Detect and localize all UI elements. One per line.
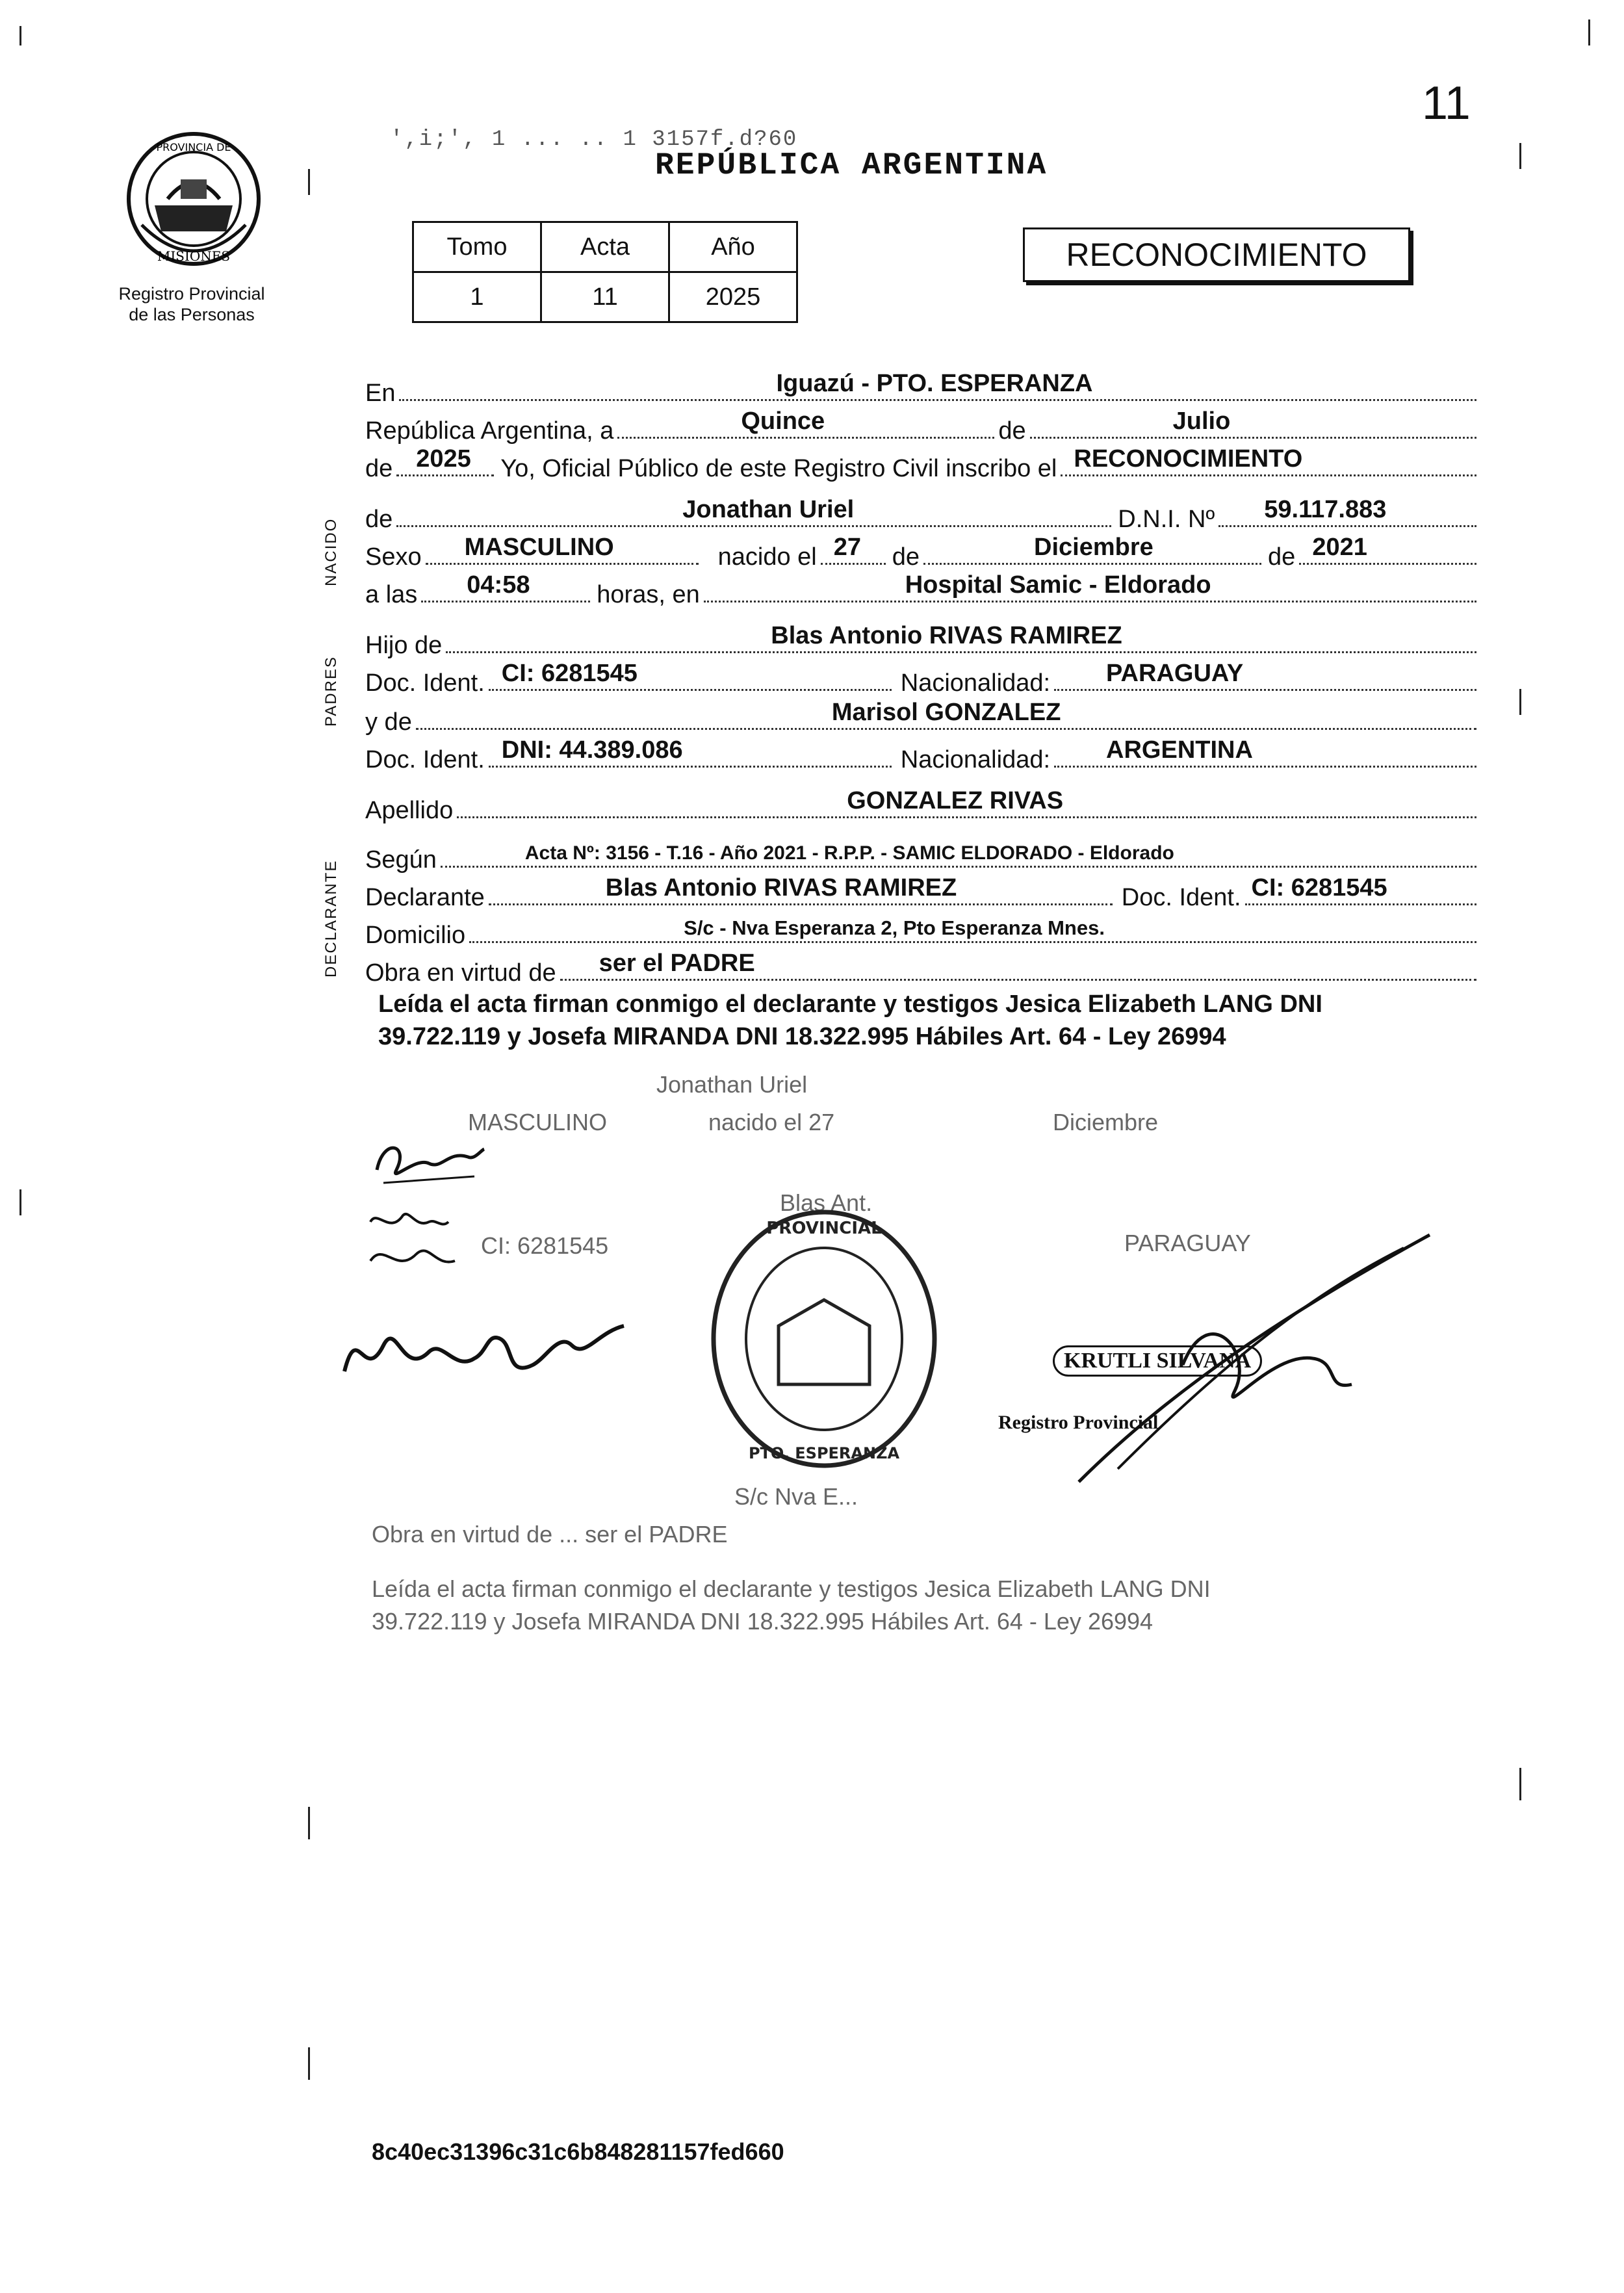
value-surname: GONZALEZ RIVAS — [847, 787, 1064, 814]
label-mother-doc: Doc. Ident. — [365, 746, 485, 773]
label-time: a las — [365, 581, 418, 608]
value-mother-name: Marisol GONZALEZ — [831, 699, 1061, 726]
side-label-born: NACIDO — [322, 517, 340, 586]
label-de: de — [998, 417, 1026, 445]
value-declarant-name: Blas Antonio RIVAS RAMIREZ — [605, 874, 957, 901]
signature-witness-1 — [364, 1202, 494, 1287]
edge-mark — [1588, 19, 1590, 45]
label-father-nationality: Nacionalidad: — [900, 669, 1051, 697]
value-birth-place: Hospital Samic - Eldorado — [905, 571, 1211, 599]
page-number: 11 — [1422, 77, 1471, 129]
signature-witness-2 — [338, 1293, 637, 1397]
field-surname — [457, 787, 1476, 818]
field-declarant-doc — [1245, 874, 1476, 905]
edge-mark — [1519, 143, 1521, 169]
value-mother-doc: DNI: 44.389.086 — [501, 736, 683, 764]
form-line-per — [365, 842, 1476, 874]
label-address: Domicilio — [365, 922, 466, 949]
table-header-row — [413, 222, 797, 272]
field-month — [1030, 408, 1476, 439]
value-birth-month: Diciembre — [1034, 534, 1154, 561]
edge-mark — [1519, 1768, 1521, 1800]
field-birth-day — [821, 534, 886, 565]
value-address: S/c - Nva Esperanza 2, Pto Esperanza Mnes. — [684, 916, 1105, 939]
show-through-name: Jonathan Uriel — [656, 1071, 808, 1098]
table-cell-anio: 2025 — [669, 272, 797, 322]
field-per — [441, 842, 1476, 868]
value-father-name: Blas Antonio RIVAS RAMIREZ — [771, 622, 1122, 649]
field-act-kind — [1061, 445, 1476, 476]
value-day: Quince — [741, 408, 825, 435]
label-birth-year-de: de — [1268, 543, 1296, 571]
value-place: Iguazú - PTO. ESPERANZA — [776, 370, 1093, 397]
field-child-name — [396, 496, 1111, 527]
field-place — [399, 370, 1476, 401]
label-born: nacido el — [717, 543, 817, 571]
field-father-nationality — [1054, 660, 1476, 691]
field-birth-month — [923, 534, 1261, 565]
field-declarant-name — [489, 874, 1113, 905]
value-sex: MASCULINO — [464, 534, 614, 561]
field-mother-nationality — [1054, 736, 1476, 768]
field-father-name — [446, 622, 1476, 653]
table-header-tomo: Tomo — [413, 222, 541, 272]
show-through-doc: CI: 6281545 — [481, 1232, 609, 1259]
page-title: REPÚBLICA ARGENTINA — [655, 148, 1048, 183]
footer-hash: 8c40ec31396c31c6b848281157fed660 — [372, 2138, 784, 2165]
label-year-prefix: de — [365, 455, 393, 482]
label-hours: horas, en — [597, 581, 700, 608]
label-dni: D.N.I. Nº — [1118, 506, 1215, 533]
official-seal — [701, 1202, 947, 1475]
edge-mark — [19, 26, 21, 45]
registry-label — [84, 283, 299, 325]
field-day — [617, 408, 994, 439]
value-child-name: Jonathan Uriel — [682, 496, 855, 523]
value-child-dni: 59.117.883 — [1264, 496, 1387, 523]
label-surname: Apellido — [365, 797, 454, 824]
value-father-doc: CI: 6281545 — [501, 660, 638, 687]
field-father-doc — [489, 660, 892, 691]
edge-mark — [19, 1189, 21, 1215]
value-month: Julio — [1172, 408, 1231, 435]
form-line-time — [365, 571, 1476, 609]
show-through-closing-1: Leída el acta firman conmigo el declarante y testigos Jesica Elizabeth LANG DNI — [372, 1575, 1211, 1602]
field-child-dni — [1218, 496, 1476, 527]
label-en: En — [365, 380, 396, 407]
officer-stamp-name: KRUTLI SILVANA — [1053, 1345, 1262, 1377]
field-sex — [426, 534, 699, 565]
show-through-born: nacido el 27 — [708, 1109, 835, 1135]
label-birth-de: de — [892, 543, 920, 571]
show-through-month: Diciembre — [1053, 1109, 1159, 1135]
side-label-declarant: DECLARANTE — [322, 859, 340, 978]
officer-stamp-role: Registro Provincial — [998, 1412, 1159, 1433]
label-father-doc: Doc. Ident. — [365, 669, 485, 697]
show-through-father: Blas Ant. — [780, 1189, 873, 1216]
form-line-year — [365, 445, 1476, 483]
reference-table — [412, 221, 798, 323]
field-year — [396, 445, 494, 476]
field-address — [469, 918, 1476, 943]
form-line-birth — [365, 534, 1476, 571]
field-birth-place — [704, 571, 1476, 602]
value-father-nationality: PARAGUAY — [1106, 660, 1244, 687]
label-name: de — [365, 506, 393, 533]
value-per: Acta Nº: 3156 - T.16 - Año 2021 - R.P.P. - SAMIC ELDORADO - Eldorado — [524, 842, 1174, 864]
value-birth-time: 04:58 — [467, 571, 530, 599]
edge-mark — [308, 169, 310, 195]
table-header-acta: Acta — [541, 222, 669, 272]
signature-declarant — [370, 1131, 487, 1196]
show-through-address: S/c Nva E... — [734, 1483, 858, 1510]
label-per: Según — [365, 846, 437, 874]
label-child-of: Hijo de — [365, 632, 443, 659]
label-mother-nationality: Nacionalidad: — [900, 746, 1051, 773]
form-line-mother-doc — [365, 736, 1476, 774]
label-by-virtue: Obra en virtud de — [365, 959, 556, 987]
registry-label-line1: Registro Provincial — [118, 284, 265, 304]
value-birth-year: 2021 — [1312, 534, 1367, 561]
form-line-child-name — [365, 496, 1476, 534]
value-mother-nationality: ARGENTINA — [1106, 736, 1253, 764]
label-declarant: Declarante — [365, 884, 485, 911]
form-line-address — [365, 918, 1476, 950]
form-line-surname — [365, 787, 1476, 825]
svg-text:PTO. ESPERANZA: PTO. ESPERANZA — [748, 1444, 900, 1462]
value-declarant-doc: CI: 6281545 — [1251, 874, 1387, 901]
registry-logo — [116, 127, 272, 283]
document-type-box: RECONOCIMIENTO — [1023, 227, 1410, 282]
form-line-by-virtue — [365, 950, 1476, 987]
field-by-virtue — [560, 950, 1476, 981]
field-mother-doc — [489, 736, 892, 768]
field-mother-name — [416, 699, 1476, 730]
header-code: ',i;', 1 ... .. 1 3157f.d?60 — [390, 127, 798, 152]
show-through-nationality: PARAGUAY — [1124, 1230, 1251, 1256]
label-and: y de — [365, 708, 412, 736]
form-line-place — [365, 370, 1476, 408]
table-cell-acta: 11 — [541, 272, 669, 322]
svg-text:PROVINCIAL: PROVINCIAL — [766, 1219, 882, 1238]
show-through-by-virtue: Obra en virtud de ... ser el PADRE — [372, 1521, 728, 1548]
label-sex: Sexo — [365, 543, 422, 571]
svg-text:MISIONES: MISIONES — [157, 248, 231, 264]
label-declarant-doc: Doc. Ident. — [1121, 884, 1241, 911]
registry-label-line2: de las Personas — [129, 305, 255, 324]
edge-mark — [308, 1807, 310, 1839]
show-through-closing-2: 39.722.119 y Josefa MIRANDA DNI 18.322.995 Hábiles Art. 64 - Ley 26994 — [372, 1608, 1154, 1635]
closing-text-line1: Leída el acta firman conmigo el declarante y testigos Jesica Elizabeth LANG DNI — [378, 991, 1322, 1018]
closing-text — [378, 988, 1322, 1053]
value-act-kind: RECONOCIMIENTO — [1074, 445, 1303, 473]
closing-text-line2: 39.722.119 y Josefa MIRANDA DNI 18.322.995 Hábiles Art. 64 - Ley 26994 — [378, 1023, 1226, 1050]
value-year: 2025 — [416, 445, 471, 473]
table-cell-tomo: 1 — [413, 272, 541, 322]
label-officer: Yo, Oficial Público de este Registro Civil inscribo el — [500, 455, 1057, 482]
edge-mark — [1519, 689, 1521, 715]
form-line-date — [365, 408, 1476, 445]
form-line-father-doc — [365, 660, 1476, 697]
table-row — [413, 272, 797, 322]
show-through-sex: MASCULINO — [468, 1109, 608, 1135]
form-line-mother — [365, 699, 1476, 736]
field-birth-time — [421, 571, 590, 602]
field-birth-year — [1299, 534, 1476, 565]
table-header-anio: Año — [669, 222, 797, 272]
form-line-declarant — [365, 874, 1476, 912]
side-label-parents: PADRES — [322, 656, 340, 727]
label-country: República Argentina, a — [365, 417, 614, 445]
value-by-virtue: ser el PADRE — [599, 950, 755, 977]
form-line-father — [365, 622, 1476, 660]
value-birth-day: 27 — [833, 534, 862, 561]
svg-text:PROVINCIA DE: PROVINCIA DE — [156, 141, 231, 153]
edge-mark — [308, 2047, 310, 2080]
